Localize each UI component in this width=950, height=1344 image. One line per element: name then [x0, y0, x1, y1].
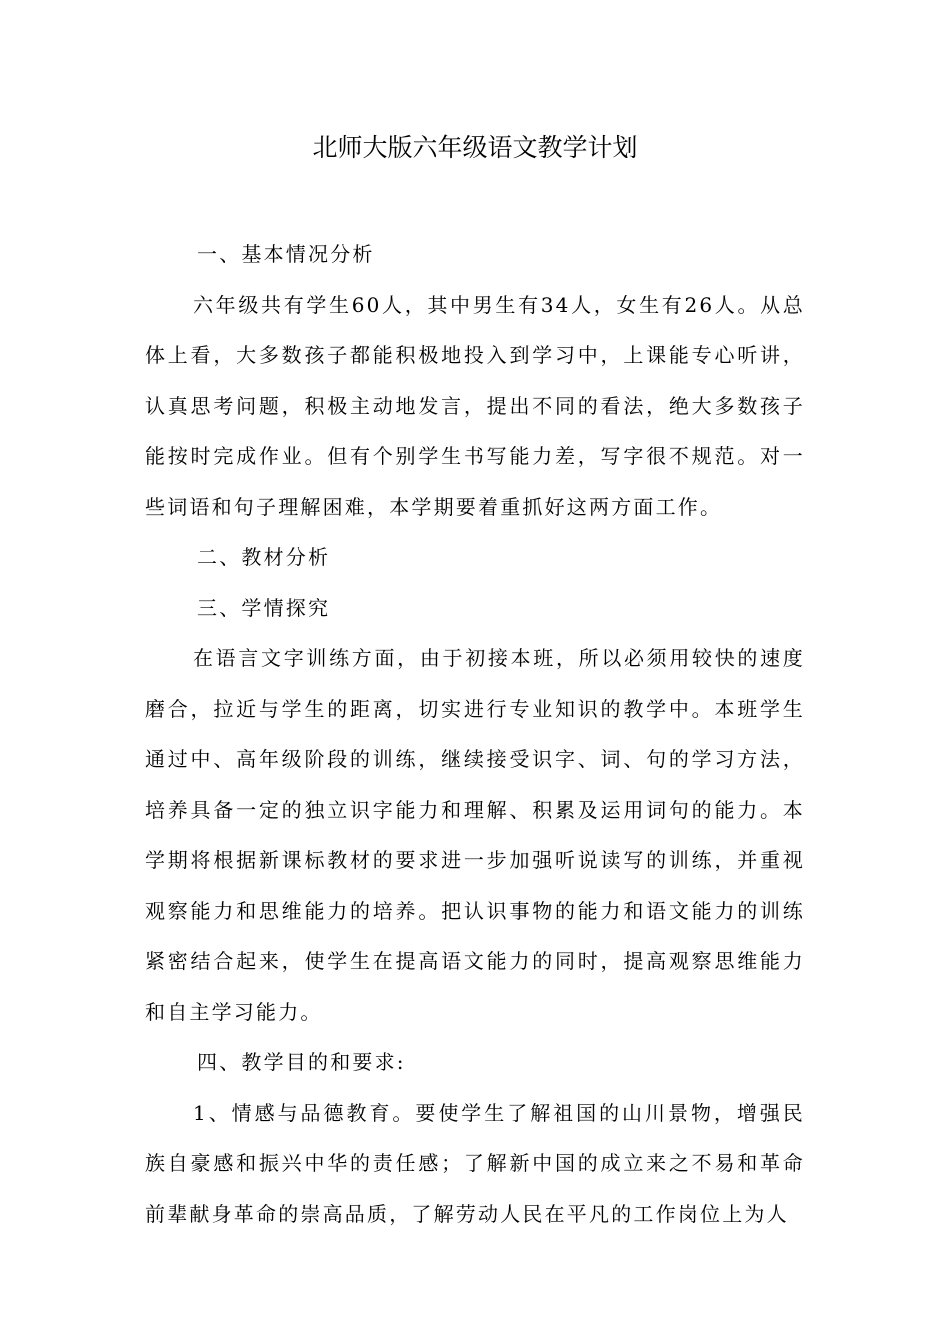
section-heading-basic-situation: 一、基本情况分析	[197, 242, 375, 266]
section-heading-textbook-analysis: 二、教材分析	[197, 545, 331, 569]
document-title: 北师大版六年级语文教学计划	[312, 133, 638, 162]
section-heading-student-study: 三、学情探究	[197, 595, 331, 620]
section-heading-teaching-goals: 四、教学目的和要求:	[197, 1050, 406, 1074]
document-body	[145, 229, 805, 1239]
paragraph-basic-situation: 六年级共有学生60人，其中男生有34人，女生有26人。从总体上看，大多数孩子都能积极地投入到学习中，上课能专心听讲，认真思考问题，积极主动地发言，提出不同的看法，绝大多数孩子能按时完成作业。但有个别学生书写能力差，写字很不规范。对一些词语和句子理解困难，本学期要着重抓好这两方面工作。	[145, 292, 805, 519]
paragraph-moral-education: 1、情感与品德教育。要使学生了解祖国的山川景物，增强民族自豪感和振兴中华的责任感；了解新中国的成立来之不易和革命前辈献身革命的崇高品质，了解劳动人民在平凡的工作岗位上为人	[145, 1100, 805, 1226]
paragraph-student-study: 在语言文字训练方面，由于初接本班，所以必须用较快的速度磨合，拉近与学生的距离，切实进行专业知识的教学中。本班学生通过中、高年级阶段的训练，继续接受识字、词、句的学习方法，培养具备一定的独立识字能力和理解、积累及运用词句的能力。本学期将根据新课标教材的要求进一步加强听说读写的训练，并重视观察能力和思维能力的培养。把认识事物的能力和语文能力的训练紧密结合起来，使学生在提高语文能力的同时，提高观察思维能力和自主学习能力。	[145, 646, 805, 1024]
